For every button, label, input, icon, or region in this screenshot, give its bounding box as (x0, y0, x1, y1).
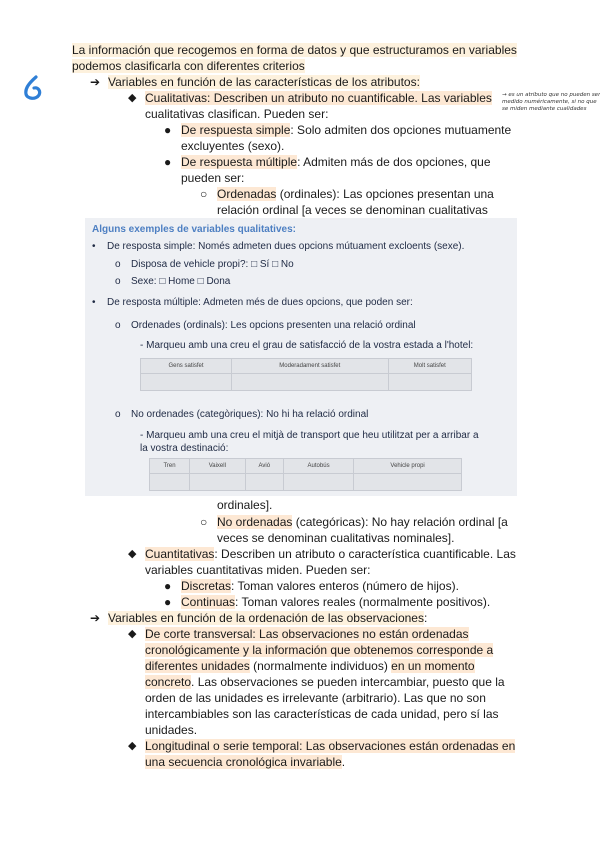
transversal-line-2: cronológicamente y la información que obtenemos corresponde a (145, 643, 494, 657)
handwritten-note: → es un atributo que no pueden ser medido numéricamente, si no que se miden mediante cualidades (502, 92, 600, 112)
examples-ordenades: Ordenades (ordinals): Les opcions presenten una relació ordinal (131, 320, 416, 331)
diamond-bullet-icon: ◆ (128, 92, 137, 104)
intro-line-2: podemos clasificarla con diferentes criterios (72, 59, 305, 73)
transport-cell[interactable] (190, 474, 246, 491)
box-circle: o (115, 409, 121, 420)
examples-simple: De resposta simple: Només admeten dues opcions mútuament excloents (sexe). (107, 241, 465, 252)
no-ordenadas-line-1: No ordenadas (categóricas): No hay relación ordinal [a (217, 515, 508, 529)
transversal-line-1: De corte transversal: Las observaciones no están ordenadas (145, 627, 469, 641)
attributes-heading: Variables en función de las características de los atributos: (108, 75, 420, 89)
simple-line-1: De respuesta simple: Solo admiten dos opciones mutuamente (181, 123, 512, 137)
satisfaction-cell[interactable] (388, 374, 471, 391)
examples-no-ordenades: No ordenades (categòriques): No hi ha relació ordinal (131, 409, 369, 420)
transversal-line-3: diferentes unidades (normalmente individuos) en un momento (145, 659, 475, 673)
box-bullet: • (92, 241, 96, 252)
transversal-line-4: concreto. Las observaciones se pueden intercambiar, puesto que la (145, 675, 505, 689)
circle-bullet-icon: ○ (200, 187, 208, 201)
simple-line-2: excluyentes (sexo). (181, 139, 285, 153)
examples-multiple: De resposta múltiple: Admeten més de dues opcions, que poden ser: (107, 297, 413, 308)
transport-table (149, 458, 462, 491)
dot-bullet-icon: ● (164, 579, 172, 593)
ordering-heading: Variables en función de la ordenación de las observaciones: (108, 611, 428, 625)
transport-col: Vaixell (190, 459, 246, 474)
satisfaction-cell[interactable] (231, 374, 388, 391)
satisfaction-col: Moderadament satisfet (231, 359, 388, 374)
dot-bullet-icon: ● (164, 155, 172, 169)
satisfaction-col: Gens satisfet (141, 359, 232, 374)
diamond-bullet-icon: ◆ (128, 740, 137, 752)
box-bullet: • (92, 297, 96, 308)
examples-box (85, 218, 517, 496)
cualitativas-line-2: cualitativas clasifican. Pueden ser: (145, 107, 329, 121)
transport-col: Autobús (283, 459, 353, 474)
ordenadas-line-3: ordinales]. (217, 498, 273, 512)
box-circle: o (115, 320, 121, 331)
cualitativas-line-1: Cualitativas: Describen un atributo no cuantificable. Las variables (145, 91, 492, 105)
satisfaction-cell[interactable] (141, 374, 232, 391)
transversal-line-5: orden de las unidades es irrelevante (arbitrario). Las que no son (145, 691, 486, 705)
examples-hotel-question: - Marqueu amb una creu el grau de satisfacció de la vostra estada a l'hotel: (140, 340, 474, 351)
diamond-bullet-icon: ◆ (128, 628, 137, 640)
box-circle: o (115, 276, 121, 287)
transversal-line-7: unidades. (145, 723, 198, 737)
circle-bullet-icon: ○ (200, 515, 208, 529)
satisfaction-table (140, 358, 472, 391)
transport-col: Avió (245, 459, 283, 474)
diamond-bullet-icon: ◆ (128, 548, 137, 560)
examples-sexe: Sexe: □ Home □ Dona (131, 276, 231, 287)
cuantitativas-line-2: variables cuantitativas miden. Pueden ser: (145, 563, 371, 577)
longitudinal-line-2: una secuencia cronológica invariable. (145, 755, 346, 769)
box-circle: o (115, 259, 121, 270)
transport-col: Vehicle propi (354, 459, 462, 474)
intro-line-1: La información que recogemos en forma de datos y que estructuramos en variables (72, 43, 517, 57)
transport-cell[interactable] (354, 474, 462, 491)
arrow-bullet-icon: ➔ (90, 75, 101, 89)
arrow-bullet-icon: ➔ (90, 611, 101, 625)
ordenadas-line-2: relación ordinal [a veces se denominan cualitativas (217, 203, 488, 217)
examples-vehicle: Disposa de vehicle propi?: □ Sí □ No (131, 259, 294, 270)
transversal-line-6: intercambiables son las características de cada unidad, pero sí las (145, 707, 499, 721)
transport-cell[interactable] (283, 474, 353, 491)
examples-title: Alguns exemples de variables qualitatives: (92, 224, 296, 235)
continuas-line: Continuas: Toman valores reales (normalmente positivos). (181, 595, 491, 609)
examples-transport-question-2: la vostra destinació: (140, 443, 229, 454)
examples-transport-question-1: - Marqueu amb una creu el mitjà de transport que heu utilitzat per a arribar a (140, 430, 479, 441)
dot-bullet-icon: ● (164, 595, 172, 609)
discretas-line: Discretas: Toman valores enteros (número de hijos). (181, 579, 459, 593)
multiple-line-2: pueden ser: (181, 171, 245, 185)
longitudinal-line-1: Longitudinal o serie temporal: Las observaciones están ordenadas en (145, 739, 516, 753)
dot-bullet-icon: ● (164, 123, 172, 137)
no-ordenadas-line-2: veces se denominan cualitativas nominales]. (217, 531, 455, 545)
transport-cell[interactable] (150, 474, 190, 491)
transport-cell[interactable] (245, 474, 283, 491)
multiple-line-1: De respuesta múltiple: Admiten más de dos opciones, que (181, 155, 491, 169)
ordenadas-line-1: Ordenadas (ordinales): Las opciones presentan una (217, 187, 494, 201)
cuantitativas-line-1: Cuantitativas: Describen un atributo o característica cuantificable. Las (145, 547, 516, 561)
transport-col: Tren (150, 459, 190, 474)
blue-drop-icon (22, 75, 46, 101)
satisfaction-col: Molt satisfet (388, 359, 471, 374)
